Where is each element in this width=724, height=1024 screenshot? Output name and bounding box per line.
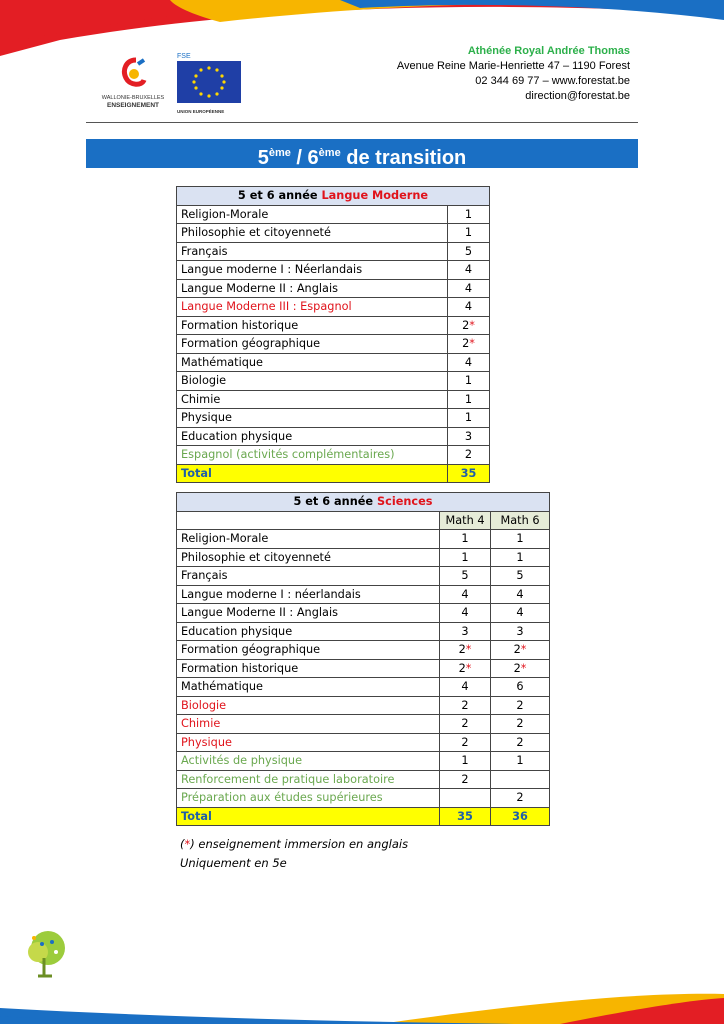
hours-cell-math4 <box>440 604 491 623</box>
subject-cell: Religion-Morale <box>177 205 448 224</box>
immersion-star: * <box>520 643 527 657</box>
hours-value: 5 <box>464 244 473 258</box>
hours-cell-math6 <box>491 567 550 586</box>
hours-value: 1 <box>516 550 524 564</box>
hours-value: 4 <box>461 587 469 601</box>
table-row <box>177 585 550 604</box>
hours-cell <box>448 224 490 243</box>
hours-cell-math4 <box>440 641 491 660</box>
hours-cell-math6 <box>491 641 550 660</box>
subject-cell: Français <box>177 242 448 261</box>
immersion-star: * <box>465 643 472 657</box>
table-row <box>177 733 550 752</box>
table1-title-prefix: 5 et 6 année <box>237 189 322 203</box>
hours-cell-math6 <box>491 604 550 623</box>
immersion-star: * <box>469 337 475 351</box>
hours-cell <box>448 261 490 280</box>
table-row <box>177 427 490 446</box>
logo-text-line2: ENSEIGNEMENT <box>106 102 159 109</box>
subject-cell: Biologie <box>177 372 448 391</box>
hours-cell <box>448 335 490 354</box>
hours-cell-math4 <box>440 789 491 808</box>
subject-cell: Langue moderne I : néerlandais <box>177 585 440 604</box>
hours-value: 2 <box>458 661 466 675</box>
eu-logo <box>177 52 243 112</box>
hours-value: 1 <box>464 374 473 388</box>
table-row <box>177 298 490 317</box>
tree-logo-icon <box>20 928 70 980</box>
footnote-immersion <box>180 835 408 854</box>
subject-cell: Education physique <box>177 427 448 446</box>
hours-value: 4 <box>461 680 469 694</box>
footnotes <box>180 835 408 873</box>
hours-cell-math4 <box>440 678 491 697</box>
hours-value: 2 <box>516 735 524 749</box>
table2-title-prefix: 5 et 6 année <box>293 495 378 509</box>
hours-value: 2 <box>516 791 524 805</box>
table2-total-label: Total <box>177 807 440 826</box>
table1-title-highlight: Langue Moderne <box>321 189 429 203</box>
table-row <box>177 242 490 261</box>
footnote-star: * <box>184 837 191 851</box>
table-row <box>177 659 550 678</box>
hours-value: 4 <box>464 263 473 277</box>
school-address: Avenue Reine Marie-Henriette 47 – 1190 Forest <box>396 60 630 72</box>
hours-value: 2 <box>461 735 469 749</box>
table-row <box>177 205 490 224</box>
subject-cell: Langue moderne I : Néerlandais <box>177 261 448 280</box>
hours-value: 1 <box>461 532 469 546</box>
hours-value: 3 <box>461 624 469 638</box>
school-name: Athénée Royal Andrée Thomas <box>467 45 630 57</box>
subject-cell: Education physique <box>177 622 440 641</box>
table-row <box>177 446 490 465</box>
hours-value: 1 <box>464 226 473 240</box>
table-row <box>177 353 490 372</box>
hours-cell-math6 <box>491 715 550 734</box>
hours-value: 4 <box>516 606 524 620</box>
hours-cell-math6 <box>491 659 550 678</box>
hours-value: 1 <box>516 532 524 546</box>
subject-cell: Espagnol (activités complémentaires) <box>177 446 448 465</box>
eu-flag-icon <box>177 61 241 103</box>
table-row <box>177 390 490 409</box>
hours-value: 1 <box>464 392 473 406</box>
subject-cell: Physique <box>177 409 448 428</box>
hours-value: 4 <box>464 355 473 369</box>
subject-cell: Biologie <box>177 696 440 715</box>
subject-cell: Langue Moderne II : Anglais <box>177 604 440 623</box>
hours-cell-math6 <box>491 752 550 771</box>
subject-cell: Physique <box>177 733 440 752</box>
hours-cell-math6 <box>491 548 550 567</box>
immersion-star: * <box>469 318 475 332</box>
hours-value: 2 <box>462 337 470 351</box>
hours-cell <box>448 372 490 391</box>
table-row <box>177 641 550 660</box>
col-header-math4: Math 4 <box>440 511 491 530</box>
table-row <box>177 622 550 641</box>
hours-value: 2 <box>462 318 470 332</box>
hours-cell-math4 <box>440 530 491 549</box>
subject-cell: Formation historique <box>177 316 448 335</box>
title-num-2: 6 <box>307 147 319 169</box>
table-row <box>177 678 550 697</box>
hours-cell <box>448 242 490 261</box>
hours-cell-math4 <box>440 770 491 789</box>
school-email: direction@forestat.be <box>525 90 630 102</box>
hours-cell-math4 <box>440 715 491 734</box>
hours-cell <box>448 316 490 335</box>
table-row <box>177 530 550 549</box>
table2-title-highlight: Sciences <box>377 495 433 509</box>
subject-cell: Langue Moderne II : Anglais <box>177 279 448 298</box>
hours-cell <box>448 446 490 465</box>
hours-cell-math4 <box>440 622 491 641</box>
hours-cell-math6 <box>491 530 550 549</box>
hours-value: 2 <box>513 661 521 675</box>
hours-cell <box>448 409 490 428</box>
subject-cell: Renforcement de pratique laboratoire <box>177 770 440 789</box>
hours-cell-math4 <box>440 567 491 586</box>
hours-cell <box>448 390 490 409</box>
hours-cell <box>448 353 490 372</box>
hours-cell <box>448 279 490 298</box>
subject-cell: Formation géographique <box>177 335 448 354</box>
subject-cell: Chimie <box>177 390 448 409</box>
hours-value: 5 <box>461 569 469 583</box>
hours-cell <box>448 427 490 446</box>
title-rest: de transition <box>340 147 467 169</box>
hours-cell-math6 <box>491 789 550 808</box>
table-row <box>177 604 550 623</box>
immersion-star: * <box>520 661 527 675</box>
hours-cell-math6 <box>491 770 550 789</box>
hours-value: 3 <box>464 429 473 443</box>
title-sup-2: ème <box>318 147 341 159</box>
table2-total-math4: 35 <box>440 807 491 826</box>
table-row <box>177 261 490 280</box>
hours-value: 2 <box>461 772 469 786</box>
hours-value: 1 <box>516 754 524 768</box>
table-row <box>177 224 490 243</box>
table-row <box>177 567 550 586</box>
hours-value: 1 <box>464 207 473 221</box>
title-num-1: 5 <box>257 147 269 169</box>
eu-caption: UNION EUROPÉENNE <box>177 109 225 114</box>
hours-value: 4 <box>516 587 524 601</box>
hours-value: 2 <box>464 448 473 462</box>
subject-cell: Chimie <box>177 715 440 734</box>
table-row <box>177 335 490 354</box>
subject-cell: Mathématique <box>177 353 448 372</box>
subject-cell: Religion-Morale <box>177 530 440 549</box>
subject-cell: Préparation aux études supérieures <box>177 789 440 808</box>
hours-value: 1 <box>461 754 469 768</box>
table-langue-moderne <box>176 186 490 483</box>
page-title <box>86 139 638 168</box>
wbe-emblem-icon <box>118 56 148 90</box>
hours-cell-math4 <box>440 548 491 567</box>
hours-value: 5 <box>516 569 524 583</box>
subject-cell: Langue Moderne III : Espagnol <box>177 298 448 317</box>
hours-value: 3 <box>516 624 524 638</box>
hours-value: 4 <box>461 606 469 620</box>
hours-cell <box>448 298 490 317</box>
school-phone-web: 02 344 69 77 – www.forestat.be <box>475 75 630 87</box>
hours-cell-math4 <box>440 752 491 771</box>
table-row <box>177 372 490 391</box>
hours-value: 2 <box>461 698 469 712</box>
header-divider <box>86 122 638 123</box>
col-header-math6: Math 6 <box>491 511 550 530</box>
wallonie-bruxelles-logo <box>100 56 166 114</box>
footnote-open: ( <box>180 837 185 851</box>
hours-value: 4 <box>464 300 473 314</box>
hours-value: 1 <box>461 550 469 564</box>
table1-total-value: 35 <box>448 464 490 483</box>
table-row <box>177 279 490 298</box>
table-row <box>177 316 490 335</box>
table1-title <box>177 187 490 206</box>
table-sciences <box>176 492 550 826</box>
footnote-text: ) enseignement immersion en anglais <box>190 837 409 851</box>
hours-value: 1 <box>464 411 473 425</box>
table2-subheader-blank <box>177 511 440 530</box>
table-row <box>177 696 550 715</box>
hours-value: 6 <box>516 680 524 694</box>
school-contact-block <box>397 44 630 104</box>
subject-cell: Français <box>177 567 440 586</box>
hours-value: 4 <box>464 281 473 295</box>
hours-cell-math4 <box>440 733 491 752</box>
title-sep: / <box>290 147 308 169</box>
table-row <box>177 715 550 734</box>
hours-cell-math6 <box>491 696 550 715</box>
table2-total-math6: 36 <box>491 807 550 826</box>
hours-value: 2 <box>458 643 466 657</box>
footnote-5e: Uniquement en 5e <box>180 856 287 870</box>
fse-label: FSE <box>177 53 191 60</box>
hours-cell-math4 <box>440 696 491 715</box>
hours-value: 2 <box>513 643 521 657</box>
hours-cell-math4 <box>440 659 491 678</box>
hours-value: 2 <box>516 717 524 731</box>
table-row <box>177 548 550 567</box>
subject-cell: Mathématique <box>177 678 440 697</box>
subject-cell: Philosophie et citoyenneté <box>177 548 440 567</box>
hours-cell <box>448 205 490 224</box>
bottom-swoosh <box>0 964 724 1024</box>
table-row <box>177 752 550 771</box>
hours-cell-math6 <box>491 678 550 697</box>
table-row <box>177 789 550 808</box>
hours-cell-math6 <box>491 733 550 752</box>
hours-cell-math6 <box>491 622 550 641</box>
hours-value: 2 <box>516 698 524 712</box>
table1-total-label: Total <box>177 464 448 483</box>
table-row <box>177 409 490 428</box>
table2-title <box>177 493 550 512</box>
subject-cell: Formation historique <box>177 659 440 678</box>
immersion-star: * <box>465 661 472 675</box>
hours-value: 2 <box>461 717 469 731</box>
table-row <box>177 770 550 789</box>
subject-cell: Formation géographique <box>177 641 440 660</box>
subject-cell: Activités de physique <box>177 752 440 771</box>
logo-text-line1: WALLONIE-BRUXELLES <box>101 95 165 101</box>
subject-cell: Philosophie et citoyenneté <box>177 224 448 243</box>
hours-cell-math4 <box>440 585 491 604</box>
hours-cell-math6 <box>491 585 550 604</box>
title-sup-1: ème <box>268 147 291 159</box>
